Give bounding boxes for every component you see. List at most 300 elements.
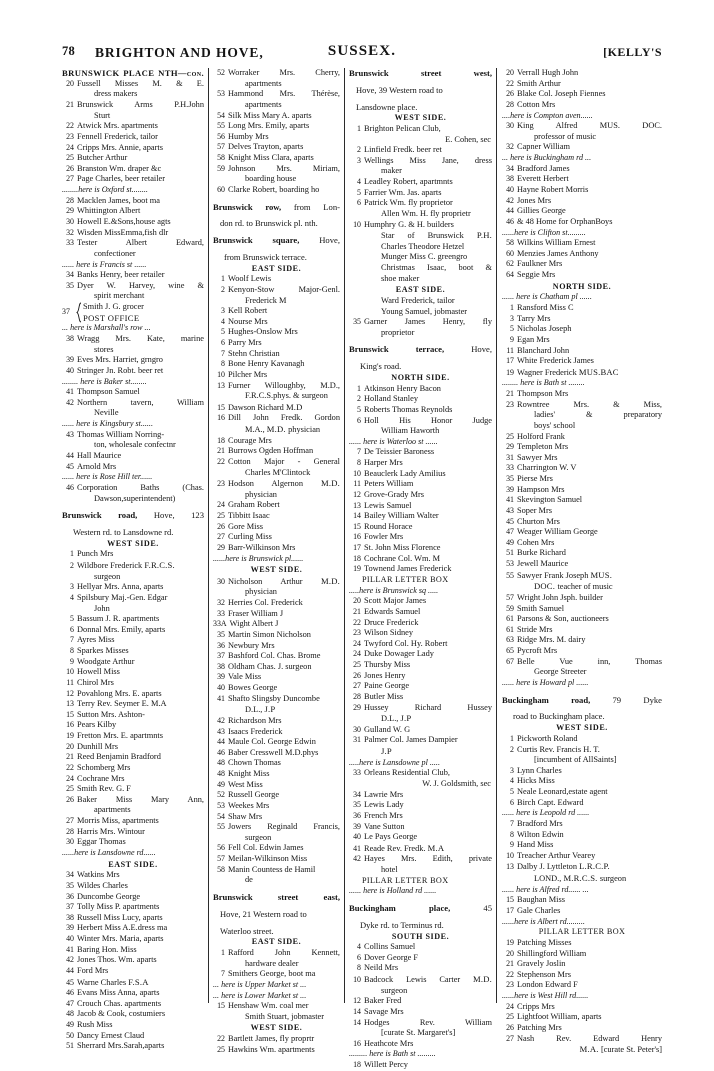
resident-name: Wisden MissEmma,fish dlr <box>77 227 169 237</box>
house-number: 25 <box>66 153 74 163</box>
resident-name: Arnold Mrs <box>77 461 117 471</box>
resident-name: Silk Miss Mary A. aparts <box>228 110 312 120</box>
street-range: Hove, <box>444 344 492 355</box>
resident-name: Baughan Miss <box>517 895 565 905</box>
directory-entry <box>213 359 340 370</box>
directory-entry <box>213 865 340 876</box>
directory-entry <box>349 768 492 779</box>
pillar-letter-box: PILLAR LETTER BOX <box>538 927 626 937</box>
directory-entry <box>502 314 662 325</box>
directory-entry <box>62 635 204 646</box>
directory-entry: Smith J. G. grocer <box>83 302 144 312</box>
resident-name: Branston Wm. draper &c <box>77 163 162 173</box>
resident-name: Tolly Miss P. apartments <box>77 902 160 912</box>
cross-street-note: ......... here is Bath st ......... <box>349 1049 436 1059</box>
column-container <box>62 68 662 1070</box>
house-number: 7 <box>221 969 225 979</box>
cross-street-note: ...... here is Francis st ...... <box>62 259 147 269</box>
street-name: Buckingham place, <box>349 902 451 913</box>
house-number: 13 <box>506 862 514 872</box>
cross-street-note: .....here is Lansdowne pl ..... <box>349 757 440 767</box>
cross-street-note: ...... here is Kingsbury st...... <box>62 419 153 429</box>
house-number: 16 <box>66 720 74 730</box>
resident-name: Evans Miss Anna, aparts <box>77 988 160 998</box>
resident-name: Cripps Mrs. Annie, aparts <box>77 142 163 152</box>
resident-name: Humby Mrs <box>228 131 269 141</box>
street-range: from Lon- <box>281 201 340 212</box>
house-number: 8 <box>221 359 225 369</box>
house-number: 3 <box>357 155 361 165</box>
house-number: 13 <box>66 699 74 709</box>
resident-name: Dill John Fredk. Gordon <box>228 413 340 423</box>
entry-continuation: Ward Frederick, tailor <box>381 295 455 305</box>
resident-name: Sparkes Misses <box>77 646 129 656</box>
house-number: 39 <box>66 355 74 365</box>
entry-continuation: apartments <box>245 99 282 109</box>
directory-entry <box>213 402 340 414</box>
directory-entry <box>213 948 340 959</box>
house-number: 30 <box>217 576 225 586</box>
house-number: 21 <box>217 446 225 456</box>
house-number: 16 <box>217 413 225 423</box>
resident-name: Smith Rev. G. F <box>77 784 131 794</box>
resident-name: Patching Mrs <box>517 1023 562 1033</box>
directory-entry <box>213 89 340 100</box>
resident-name: Hand Miss <box>517 840 554 850</box>
house-number: 10 <box>506 850 514 860</box>
house-number: 55 <box>506 570 514 580</box>
house-number: 61 <box>506 614 514 624</box>
directory-entry <box>62 720 204 731</box>
house-number: 4 <box>357 942 361 952</box>
directory-entry <box>213 609 340 620</box>
directory-entry <box>213 436 340 447</box>
directory-entry <box>349 220 492 231</box>
resident-name: Ford Mrs <box>77 965 109 975</box>
cross-street-note: ......here is Lansdowne rd...... <box>62 847 156 857</box>
directory-entry <box>502 100 662 111</box>
qualifier-abbrev: M.A <box>427 842 445 853</box>
house-number: 25 <box>217 1044 225 1054</box>
qualifier-abbrev: M.D. <box>321 478 340 489</box>
house-number: 39 <box>217 672 225 682</box>
directory-entry <box>62 238 204 249</box>
house-number: 34 <box>66 870 74 880</box>
directory-entry <box>213 854 340 865</box>
resident-name: Martin Simon Nicholson <box>228 629 311 639</box>
house-number: 30 <box>66 217 74 226</box>
resident-name: Pierse Mrs <box>517 474 553 484</box>
directory-entry <box>502 1023 662 1034</box>
directory-entry <box>62 646 204 657</box>
resident-name: Dover George F <box>364 952 419 962</box>
side-heading: WEST SIDE. <box>250 565 303 575</box>
resident-name: Lightfoot William, aparts <box>517 1012 602 1022</box>
house-number: 2 <box>70 561 74 571</box>
directory-entry <box>502 517 662 528</box>
resident-name: Knight Miss <box>228 769 270 779</box>
house-number: 54 <box>217 811 225 821</box>
directory-entry <box>349 198 492 209</box>
resident-name: Savage Mrs <box>364 1006 404 1016</box>
house-number: 48 <box>217 769 225 779</box>
resident-name: Isaacs Frederick <box>228 726 283 736</box>
resident-name: Gore Miss <box>228 521 263 531</box>
resident-name: Schomberg Mrs <box>77 762 131 772</box>
directory-entry <box>62 816 204 827</box>
cross-street-note: ... here is Upper Market st ... <box>213 979 307 989</box>
entry-continuation: Christmas Isaac, boot & <box>381 263 492 273</box>
directory-entry: POST OFFICE <box>83 312 140 323</box>
house-number: 36 <box>353 810 361 820</box>
resident-name: Hall Maurice <box>77 451 122 461</box>
resident-name: Le Pays George <box>364 832 418 842</box>
house-number: 2 <box>221 284 225 294</box>
directory-entry <box>502 174 662 185</box>
qualifier-abbrev: F.R.C.S. <box>144 560 175 571</box>
house-number: 3 <box>510 313 514 323</box>
directory-entry <box>62 1020 204 1031</box>
directory-entry <box>502 766 662 777</box>
resident-name: Fowler Mrs <box>364 532 404 542</box>
resident-name: Lynn Charles <box>517 765 562 775</box>
directory-entry <box>213 758 340 769</box>
house-number: 15 <box>217 402 225 412</box>
directory-entry <box>62 966 204 977</box>
directory-entry <box>502 798 662 809</box>
house-number: 12 <box>353 996 361 1006</box>
entry-continuation: W. J. Goldsmith, sec <box>422 779 491 788</box>
house-number: 33 <box>217 608 225 618</box>
resident-name: Jewell Maurice <box>517 559 569 569</box>
house-number: 25 <box>353 660 361 670</box>
directory-entry <box>502 970 662 981</box>
directory-entry <box>349 953 492 964</box>
directory-entry <box>62 217 204 228</box>
house-number: 39 <box>506 484 514 494</box>
resident-name: Smith Arthur <box>517 78 561 88</box>
resident-name: Cotton Mrs <box>517 99 556 109</box>
directory-entry <box>62 355 204 366</box>
directory-entry <box>502 206 662 217</box>
house-number: 25 <box>506 431 514 441</box>
street-name: Brunswick street west, <box>349 68 492 78</box>
house-number: 26 <box>66 163 74 173</box>
directory-entry <box>349 124 492 135</box>
house-number: 47 <box>66 998 74 1008</box>
directory-entry <box>502 851 662 862</box>
directory-entry <box>349 1007 492 1018</box>
resident-name: Hammond Mrs. Thérèse, <box>228 89 340 99</box>
directory-entry <box>349 458 492 469</box>
cross-street-note: ........ here is Baker st........ <box>62 376 147 386</box>
cross-street-note: ......here is West Hill rd...... <box>502 991 589 1001</box>
cross-street-note: ...... here is Leopold rd ...... <box>502 808 590 818</box>
resident-name: Baker Miss Mary Ann, <box>77 794 204 804</box>
house-number: 64 <box>506 270 514 280</box>
cross-street-note: ........here is Oxford st........ <box>62 185 148 195</box>
street-heading <box>62 510 204 521</box>
street-heading <box>213 235 340 246</box>
house-number: 44 <box>217 737 225 747</box>
side-heading: EAST SIDE. <box>108 859 158 869</box>
entry-continuation: Young Samuel, jobmaster <box>381 306 468 316</box>
resident-name: Dancy Ernest Claud <box>77 1030 145 1040</box>
resident-name: Johnson Mrs. Miriam, <box>228 163 340 173</box>
directory-entry <box>62 699 204 710</box>
resident-name: Spilsbury Maj.-Gen. Edgar <box>77 592 168 602</box>
entry-continuation: D.L., J.P <box>381 713 412 724</box>
cross-street-note: ... here is Lower Market st ... <box>213 990 307 1000</box>
directory-entry <box>62 625 204 636</box>
resident-name: Townend James Frederick <box>364 564 452 574</box>
resident-name: Winter Mrs. Maria, aparts <box>77 934 164 943</box>
resident-name: Wilson Sidney <box>364 628 414 638</box>
resident-name: Chown Thomas <box>228 758 281 768</box>
directory-entry <box>502 819 662 830</box>
house-number: 28 <box>506 99 514 109</box>
resident-name: Shafto Slingsby Duncombe <box>228 693 320 703</box>
directory-entry <box>502 259 662 270</box>
house-number: 43 <box>506 505 514 515</box>
directory-entry <box>213 274 340 285</box>
resident-name: Blanchard John <box>517 345 570 355</box>
directory-entry <box>502 527 662 538</box>
directory-entry <box>502 453 662 464</box>
house-number: 34 <box>66 270 74 280</box>
entry-continuation: Sturt <box>94 110 111 120</box>
directory-entry <box>502 506 662 517</box>
house-number: 51 <box>66 1041 74 1051</box>
directory-entry <box>349 681 492 692</box>
resident-name: Smithers George, boot ma <box>228 969 316 979</box>
house-number: 15 <box>66 709 74 719</box>
directory-entry <box>349 639 492 650</box>
house-number: 5 <box>357 404 361 414</box>
directory-entry <box>213 306 340 317</box>
directory-entry <box>62 892 204 903</box>
directory-entry <box>349 671 492 682</box>
directory-entry <box>502 593 662 604</box>
entry-continuation: William Haworth <box>381 426 440 436</box>
street-heading-continued: BRUNSWICK PLACE NTH—con. <box>62 68 204 78</box>
resident-name: Dunhill Mrs <box>77 741 119 751</box>
side-heading: EAST SIDE. <box>395 285 446 295</box>
directory-entry <box>62 742 204 753</box>
side-heading: EAST SIDE. <box>251 937 302 947</box>
street-heading <box>502 695 662 706</box>
resident-name: Soper Mrs <box>517 505 552 515</box>
entry-continuation: DOC. teacher of music <box>534 581 613 592</box>
directory-entry <box>213 370 340 381</box>
resident-name: Fennell Frederick, tailor <box>77 131 158 141</box>
house-number: 12 <box>353 489 361 499</box>
street-name: Brunswick row, <box>213 201 282 212</box>
qualifier-abbrev: F.S.A <box>128 976 149 987</box>
entry-continuation: Charles M'Clintock <box>245 467 311 477</box>
directory-entry <box>349 618 492 629</box>
resident-name: Tarry Mrs <box>517 313 551 323</box>
directory-entry <box>349 145 492 156</box>
directory-entry <box>62 430 204 441</box>
resident-name: Hughes-Onslow Mrs <box>228 327 298 337</box>
house-number: 23 <box>353 628 361 638</box>
directory-entry <box>62 79 204 90</box>
street-range: 45 <box>450 902 492 913</box>
resident-name: Bartlett James, fly proprtr <box>228 1034 315 1044</box>
resident-name: Wildbore Frederick F.R.C.S. <box>77 560 175 571</box>
resident-name: Crouch Chas. apartments <box>77 998 162 1008</box>
house-number: 42 <box>353 854 361 864</box>
house-number: 2 <box>357 145 361 155</box>
resident-name: Bradford James <box>517 163 570 173</box>
entry-continuation: D.L., J.P <box>245 704 276 715</box>
house-number: 35 <box>353 800 361 810</box>
directory-entry <box>213 769 340 780</box>
house-number: 7 <box>510 818 514 828</box>
entry-continuation: Munger Miss C. greengro <box>381 252 468 262</box>
house-number: 14 <box>353 1006 361 1016</box>
directory-entry <box>213 1045 340 1056</box>
directory-entry <box>502 1002 662 1013</box>
resident-name: Grove-Grady Mrs <box>364 489 425 499</box>
resident-name: Richardson Mrs <box>228 715 282 725</box>
resident-name: Wildes Charles <box>77 880 128 890</box>
directory-entry <box>213 413 340 424</box>
directory-entry <box>349 649 492 660</box>
house-number: 55 <box>217 121 225 131</box>
resident-name: Atwick Mrs. apartments <box>77 121 158 131</box>
resident-name: Pilcher Mrs <box>228 369 268 379</box>
entry-continuation: apartments <box>94 805 131 815</box>
directory-entry <box>502 657 662 668</box>
entry-continuation: Neville <box>94 408 119 418</box>
house-number: 8 <box>357 458 361 468</box>
house-number: 10 <box>217 369 225 379</box>
house-number: 58 <box>217 864 225 874</box>
directory-entry <box>213 68 340 79</box>
qualifier-abbrev: M.R.C.S. <box>563 873 600 884</box>
street-range: Hove, 123 <box>137 510 204 521</box>
house-number: 59 <box>217 163 225 173</box>
house-number: 16 <box>353 1038 361 1048</box>
resident-name: Delves Trayton, aparts <box>228 142 304 152</box>
house-number: 36 <box>217 640 225 650</box>
pillar-letter-box: PILLAR LETTER BOX <box>362 574 449 584</box>
resident-name: Collins Samuel <box>364 942 416 952</box>
directory-entry <box>502 474 662 485</box>
resident-name: Ayres Miss <box>77 635 115 645</box>
directory-entry <box>502 635 662 646</box>
street-heading-line: King's road. <box>360 361 402 372</box>
house-number: 37 <box>62 307 70 317</box>
resident-name: Gillies George <box>517 206 566 216</box>
resident-name: Holl His Honor Judge <box>364 415 492 425</box>
house-number: 63 <box>506 635 514 645</box>
directory-entry <box>62 945 204 956</box>
resident-name: Donnal Mrs. Emily, aparts <box>77 624 166 634</box>
page-number: 78 <box>62 44 76 58</box>
resident-name: Jones Mrs <box>517 195 552 205</box>
directory-entry <box>502 980 662 991</box>
directory-entry <box>62 398 204 409</box>
directory-entry <box>62 483 204 494</box>
entry-continuation: surgeon <box>381 985 408 995</box>
directory-entry <box>213 694 340 705</box>
side-heading: NORTH SIDE. <box>552 281 612 291</box>
house-number: 11 <box>353 479 361 489</box>
resident-name: Woodgate Arthur <box>77 656 135 666</box>
directory-entry <box>349 811 492 822</box>
qualifier-abbrev: J.P <box>381 746 392 757</box>
house-number: 60 <box>217 184 225 194</box>
resident-name: Scott Major James <box>364 596 427 606</box>
house-number: 6 <box>221 338 225 348</box>
resident-name: Watkins Mrs <box>77 870 120 880</box>
resident-name: Barr-Wilkinson Mrs <box>228 542 296 552</box>
house-number: 22 <box>66 762 74 772</box>
house-number: 9 <box>510 840 514 850</box>
directory-entry <box>502 559 662 570</box>
resident-name: Howell Miss <box>77 667 120 677</box>
house-number: 13 <box>217 380 225 390</box>
resident-name: Warne Charles F.S.A <box>77 976 149 987</box>
qualifier-abbrev: J.P <box>400 713 412 724</box>
resident-name: Worraker Mrs. Cherry, <box>228 68 340 77</box>
directory-entry <box>62 667 204 678</box>
street-heading <box>349 68 492 79</box>
resident-name: Newbury Mrs <box>228 640 275 650</box>
directory-entry <box>349 996 492 1007</box>
entry-continuation: surgeon <box>245 832 272 842</box>
directory-entry <box>62 837 204 848</box>
directory-entry <box>62 763 204 774</box>
directory-entry <box>213 111 340 122</box>
resident-name: Farrier Wm. Jas. aparts <box>364 187 442 197</box>
directory-entry <box>502 548 662 559</box>
resident-name: Dawson Richard M.D <box>228 401 303 412</box>
qualifier-abbrev: M.D <box>285 401 303 412</box>
resident-name: Ridge Mrs. M. dairy <box>517 635 586 645</box>
directory-entry <box>62 1041 204 1052</box>
directory-entry <box>502 463 662 474</box>
directory-entry <box>349 822 492 833</box>
directory-entry <box>502 389 662 400</box>
directory-entry <box>213 121 340 132</box>
house-number: 33A <box>213 619 227 629</box>
house-number: 4 <box>70 592 74 602</box>
directory-entry <box>62 366 204 377</box>
directory-entry <box>349 974 492 986</box>
entry-continuation: hotel <box>381 865 398 874</box>
street-range: Hove, <box>299 235 340 246</box>
cross-street-note: ... here is Marshall's row ... <box>62 323 151 333</box>
directory-entry <box>62 153 204 164</box>
resident-name: King Alfred MUS. DOC. <box>517 121 662 131</box>
directory-entry <box>62 132 204 143</box>
column-3 <box>344 68 496 1070</box>
house-number: 29 <box>66 206 74 216</box>
house-number: 1 <box>221 947 225 957</box>
resident-name: West Miss <box>228 779 263 789</box>
entry-continuation: E. Cohen, sec <box>445 134 491 144</box>
resident-name: Birch Capt. Edward <box>517 797 584 807</box>
resident-name: Manin Countess de Hamil <box>228 864 316 874</box>
running-head-county: SUSSEX. <box>327 43 397 59</box>
resident-name: Courage Mrs <box>228 435 272 445</box>
resident-name: Humphry G. & H. builders <box>364 219 454 229</box>
directory-entry <box>62 731 204 742</box>
